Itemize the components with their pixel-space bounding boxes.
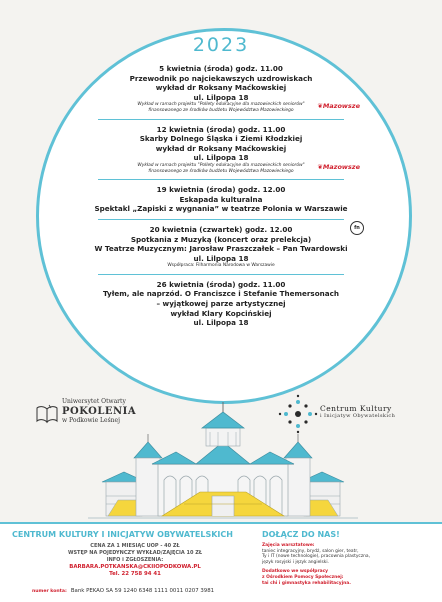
year-heading: 2023 bbox=[192, 34, 250, 56]
event-date: 19 kwietnia (środa) godz. 12.00 bbox=[156, 185, 286, 195]
workshops-line: Ty i IT (nowe technologie), pracownia plastyczna, bbox=[262, 554, 371, 560]
mazowsze-logo: ❦Mazowsze bbox=[317, 162, 360, 171]
building-illustration bbox=[88, 400, 358, 522]
event-speaker: wykład dr Roksany Maćkowskiej bbox=[155, 143, 287, 153]
event-1 bbox=[56, 64, 386, 114]
sponsor-row bbox=[56, 102, 386, 113]
event-location: ul. Lilpopa 18 bbox=[193, 92, 249, 102]
event-location: ul. Lilpopa 18 bbox=[193, 253, 249, 263]
cooperation-heading: Dodatkowo we współpracy bbox=[262, 569, 329, 575]
contact-email[interactable]: BARBARA.POTKANSKA@CKIIOPODKOWA.PL bbox=[69, 564, 201, 570]
event-description: Spektakl „Zapiski z wygnania” w teatrze Polonia w Warszawie bbox=[94, 204, 348, 214]
divider bbox=[98, 274, 344, 275]
philharmonic-logo: fn bbox=[350, 221, 364, 235]
event-4 bbox=[56, 225, 386, 269]
workshops-info bbox=[262, 543, 434, 586]
event-list bbox=[56, 34, 386, 328]
divider bbox=[98, 219, 344, 220]
event-date: 5 kwietnia (środa) godz. 11.00 bbox=[159, 64, 283, 73]
event-2 bbox=[56, 125, 386, 175]
event-speaker: wykład dr Roksany Maćkowskiej bbox=[155, 83, 287, 93]
event-title: Spotkania z Muzyką (koncert oraz prelekcja) bbox=[130, 234, 312, 244]
bank-number: Bank PEKAO SA 59 1240 6348 1111 0011 0207 3981 bbox=[70, 588, 215, 594]
event-description: W Teatrze Muzycznym: Jarosław Praszczałek – Pan Twardowski bbox=[94, 244, 348, 254]
contact-info bbox=[24, 543, 246, 578]
bank-account bbox=[32, 588, 214, 594]
workshops-line: taniec integracyjny, brydż, salon gier, teatr, bbox=[262, 548, 359, 554]
project-note: finansowanego ze środków budżetu Województwa Mazowieckiego bbox=[148, 107, 294, 113]
workshops-heading: Zajęcia warsztatowe: bbox=[262, 543, 315, 548]
sponsor-row bbox=[56, 163, 386, 174]
event-speaker: wykład Klary Kopcińskiej bbox=[170, 308, 272, 318]
event-location: ul. Lilpopa 18 bbox=[193, 153, 249, 163]
event-3 bbox=[56, 185, 386, 214]
event-date: 26 kwietnia (środa) godz. 11.00 bbox=[156, 279, 286, 289]
event-date: 12 kwietnia (środa) godz. 11.00 bbox=[156, 124, 286, 134]
event-location: ul. Lilpopa 18 bbox=[193, 318, 249, 328]
mazowsze-emblem-icon: ❦ bbox=[317, 102, 323, 111]
price-single: WSTĘP NA POJEDYNCZY WYKŁAD/ZAJĘCIA 10 ZŁ bbox=[67, 550, 203, 556]
project-note: Wykład w ramach projektu "Pollety edukacyjne dla mazowieckich seniorów" bbox=[137, 162, 305, 168]
mazowsze-logo: ❦Mazowsze bbox=[317, 102, 360, 111]
divider bbox=[98, 179, 344, 180]
footer bbox=[0, 522, 442, 602]
footer-title: CENTRUM KULTURY I INICJATYW OBYWATELSKICH bbox=[12, 530, 233, 539]
event-title: Eskapada kulturalna bbox=[179, 194, 263, 204]
cooperation-note: Współpraca: Filharmonia Narodowa w Warszawie bbox=[167, 263, 275, 269]
open-book-icon bbox=[36, 404, 58, 424]
cooperation-line: tai chi i gimnastyka rehabilitacyjna. bbox=[262, 580, 351, 586]
contact-phone: Tel. 22 758 94 41 bbox=[109, 571, 161, 577]
cooperation-line: z Ośrodkiem Pomocy Społecznej: bbox=[262, 574, 344, 580]
project-note: finansowanego ze środków budżetu Województwa Mazowieckiego bbox=[148, 168, 294, 174]
event-date: 20 kwietnia (czwartek) godz. 12.00 bbox=[149, 224, 293, 234]
bank-label: numer konta: bbox=[32, 589, 67, 594]
ck-text: Centrum Kultury i Inicjatyw Obywatelskich bbox=[320, 404, 396, 419]
workshops-line: język rosyjski i język angielski. bbox=[262, 559, 329, 565]
info-label: INFO i ZGŁOSZENIA: bbox=[106, 557, 164, 563]
event-title: Przewodnik po najciekawszych uzdrowiskach bbox=[129, 73, 313, 83]
project-note: Wykład w ramach projektu "Pollety edukacyjne dla mazowieckich seniorów" bbox=[137, 102, 305, 108]
mazowsze-emblem-icon: ❦ bbox=[317, 162, 323, 171]
uo-text: Uniwersytet Otwarty POKOLENIA w Podkowie Leśnej bbox=[62, 398, 137, 424]
price-monthly: CENA ZA 1 MIESIĄC UOP - 40 ZŁ bbox=[90, 543, 180, 549]
event-title: Skarby Dolnego Śląska i Ziemi Kłodzkiej bbox=[139, 134, 303, 144]
event-title-cont: – wyjątkowej parze artystycznej bbox=[156, 299, 286, 309]
join-heading: DOŁĄCZ DO NAS! bbox=[262, 530, 340, 539]
event-5 bbox=[56, 280, 386, 328]
event-title: Tyłem, ale naprzód. O Franciszce i Stefanie Themersonach bbox=[103, 289, 339, 299]
divider bbox=[98, 119, 344, 120]
